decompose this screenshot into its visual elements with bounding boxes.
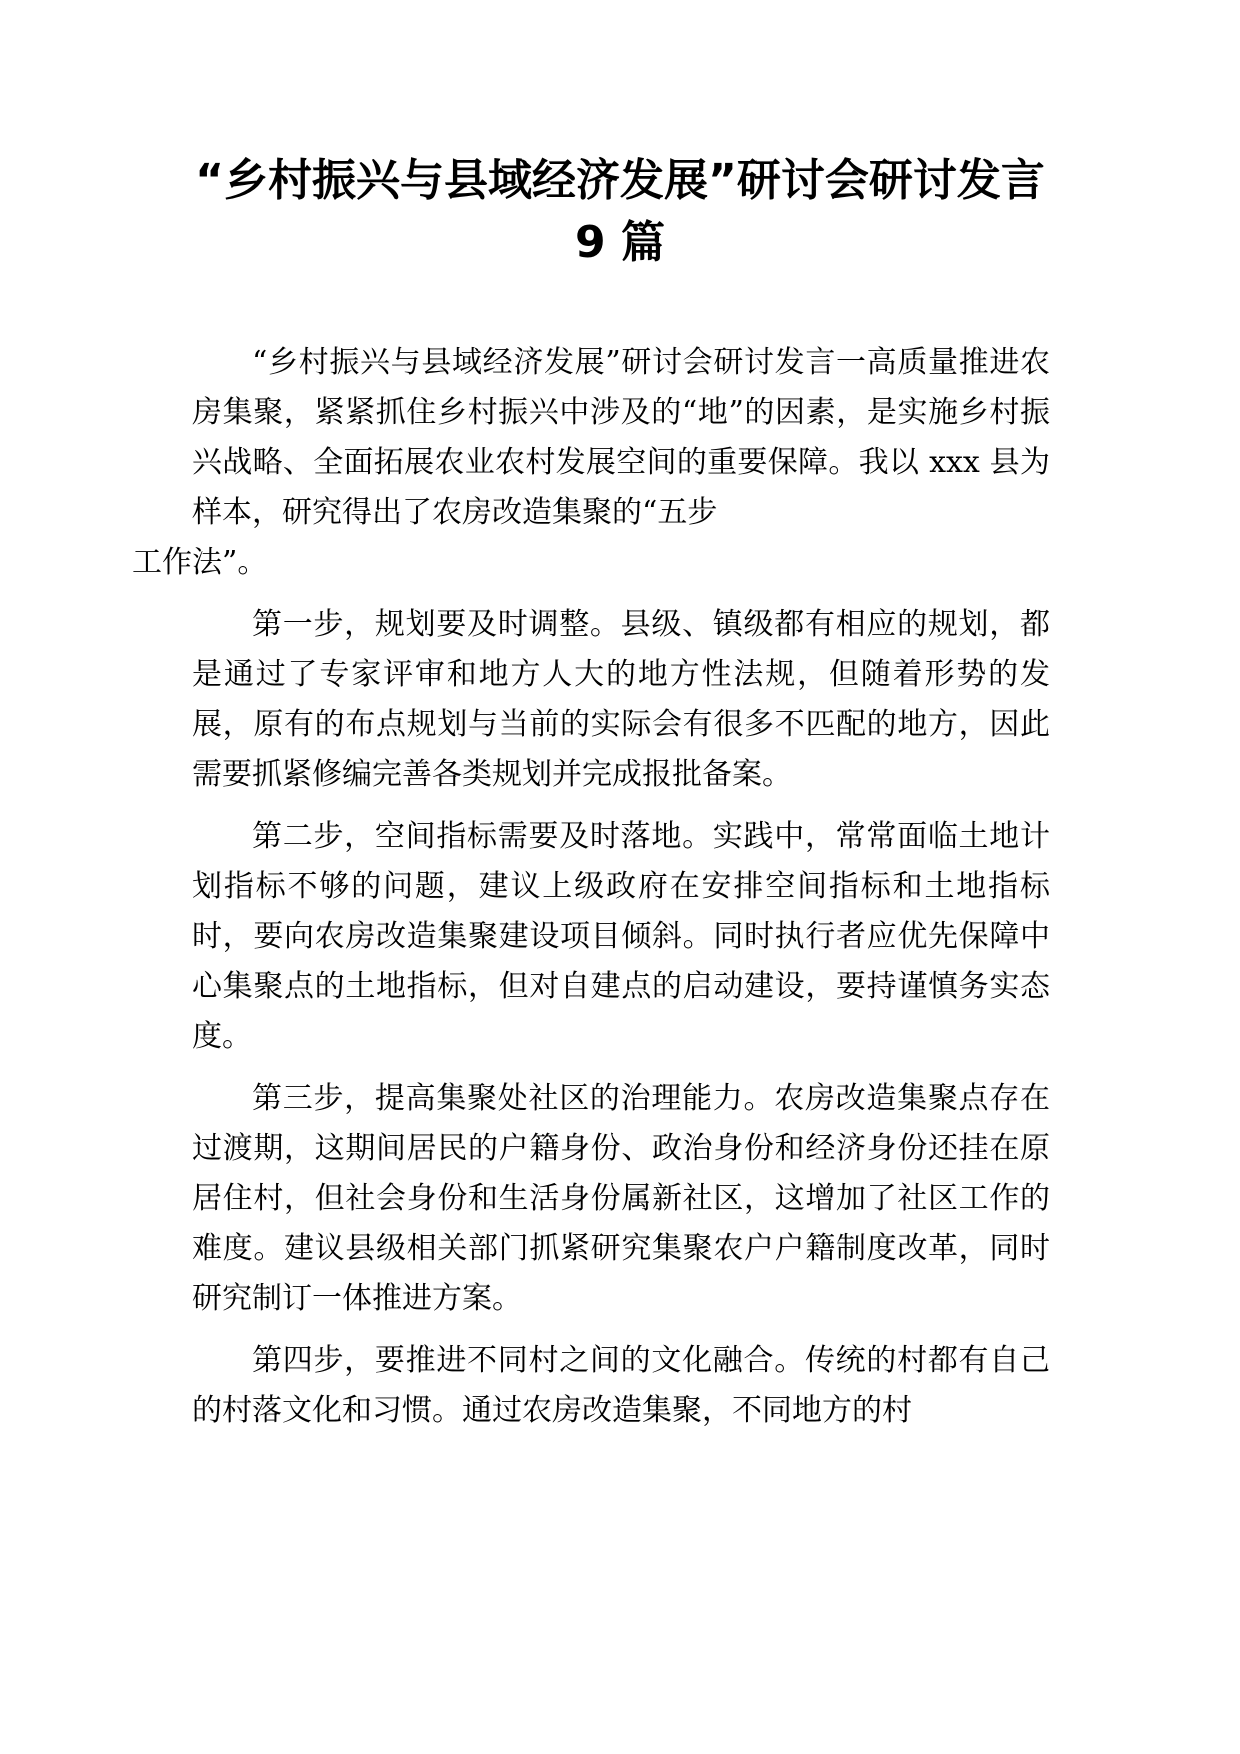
paragraph-line: 第二步，空间指标需要及时落地。实践中，常常面临土地计划指标不够的问题，建议上级政府在安排空间指标和土地指标时，要向农房改造集聚建设项目倾斜。同时执行者应优先保障中心集聚点的土地指标，但对自建点的启动建设，要持谨慎务实态度。: [192, 819, 1050, 1054]
paragraph-intro: [132, 338, 1050, 588]
document-title: “乡村振兴与县域经济发展”研讨会研讨发言 9 篇: [195, 155, 1045, 268]
paragraph-step-4: [192, 1336, 1050, 1436]
paragraph-line: 第三步，提高集聚处社区的治理能力。农房改造集聚点存在过渡期，这期间居民的户籍身份、政治身份和经济身份还挂在原居住村，但社会身份和生活身份属新社区，这增加了社区工作的难度。建议县级相关部门抓紧研究集聚农户户籍制度改革，同时研究制订一体推进方案。: [192, 1081, 1050, 1316]
paragraph-line: 第一步，规划要及时调整。县级、镇级都有相应的规划，都是通过了专家评审和地方人大的地方性法规，但随着形势的发展，原有的布点规划与当前的实际会有很多不匹配的地方，因此需要抓紧修编完善各类规划并完成报批备案。: [192, 607, 1050, 792]
paragraph-step-1: [192, 600, 1050, 800]
paragraph-line: “乡村振兴与县域经济发展”研讨会研讨发言一高质量推进农房集聚，紧紧抓住乡村振兴中涉及的“地”的因素，是实施乡村振兴战略、全面拓展农业农村发展空间的重要保障。我以 xxx 县为样本，研究得出了农房改造集聚的“五步: [192, 345, 1050, 530]
paragraph-line: 工作法”。: [132, 545, 268, 580]
paragraph-step-3: [192, 1074, 1050, 1324]
document-body: [132, 338, 1050, 1448]
paragraph-line: 第四步，要推进不同村之间的文化融合。传统的村都有自己的村落文化和习惯。通过农房改造集聚，不同地方的村: [192, 1343, 1050, 1428]
paragraph-step-2: [192, 812, 1050, 1062]
